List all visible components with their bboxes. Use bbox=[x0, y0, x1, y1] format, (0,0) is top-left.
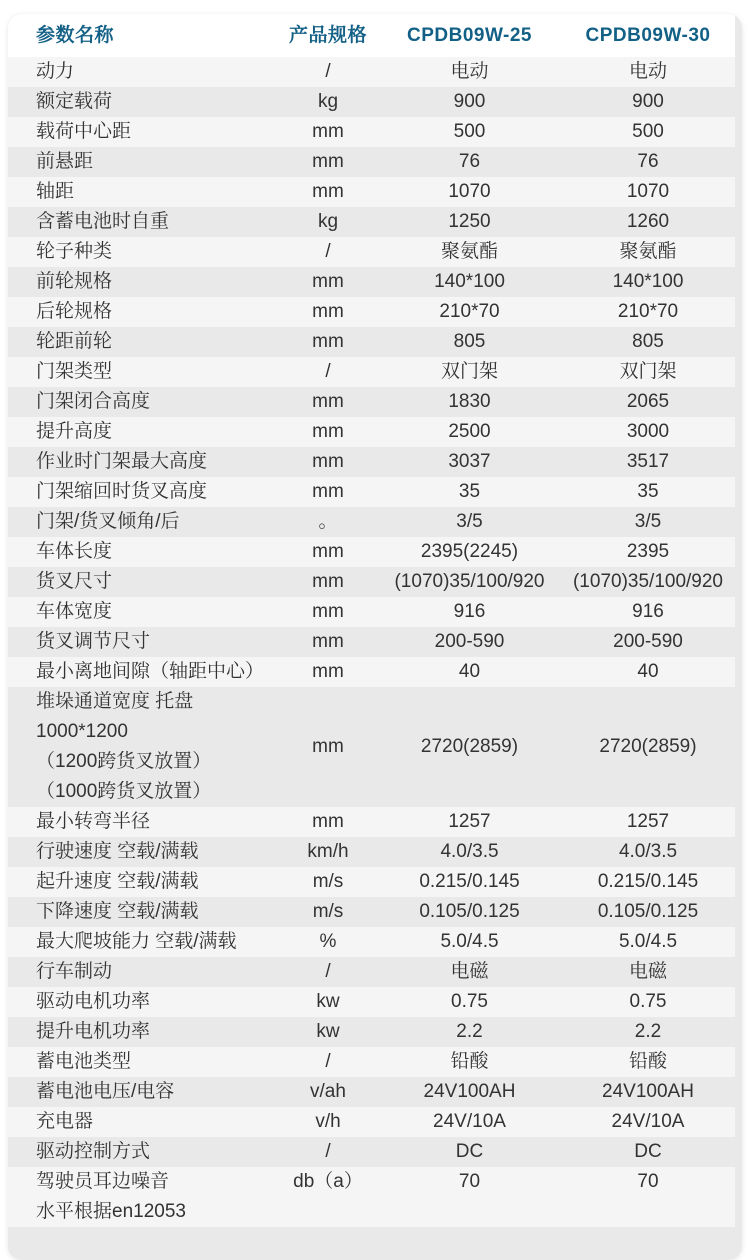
param-unit: kw bbox=[316, 1021, 340, 1042]
param-unit: mm bbox=[312, 451, 344, 472]
value-model-1: 0.75 bbox=[451, 991, 488, 1012]
column-header-model-cpdb09w-25: CPDB09W-25 bbox=[407, 24, 532, 46]
param-unit: mm bbox=[312, 661, 344, 682]
table-row bbox=[8, 897, 735, 927]
param-unit: / bbox=[325, 241, 331, 262]
value-model-1: 3037 bbox=[448, 451, 491, 472]
value-model-1: DC bbox=[455, 1141, 484, 1162]
param-unit: mm bbox=[312, 331, 344, 352]
param-unit: mm bbox=[312, 151, 344, 172]
value-model-2: 2.2 bbox=[634, 1021, 662, 1042]
table-row bbox=[8, 117, 735, 147]
value-model-1: 3/5 bbox=[456, 511, 483, 532]
spec-table-card bbox=[8, 14, 742, 1260]
table-row bbox=[8, 327, 735, 357]
param-unit: mm bbox=[312, 121, 344, 142]
value-model-2: 70 bbox=[637, 1171, 659, 1192]
param-name: 轮子种类 bbox=[36, 241, 113, 262]
value-model-1: 805 bbox=[453, 331, 486, 352]
value-model-1: 1830 bbox=[448, 391, 491, 412]
value-model-2: 0.215/0.145 bbox=[597, 871, 699, 892]
table-row bbox=[8, 267, 735, 297]
table-row bbox=[8, 207, 735, 237]
param-name: 行车制动 bbox=[36, 961, 113, 982]
value-model-2: 3/5 bbox=[634, 511, 662, 532]
value-model-2: 3000 bbox=[626, 421, 670, 442]
value-model-2: 3517 bbox=[626, 451, 670, 472]
param-name: 充电器 bbox=[36, 1111, 94, 1132]
table-row bbox=[8, 57, 735, 87]
column-header-model-cpdb09w-30: CPDB09W-30 bbox=[585, 24, 711, 46]
table-row bbox=[8, 927, 735, 957]
param-name: 动力 bbox=[36, 61, 75, 82]
value-model-1: 70 bbox=[458, 1171, 481, 1192]
value-model-2: 2065 bbox=[626, 391, 670, 412]
value-model-2: 聚氨酯 bbox=[619, 241, 677, 262]
param-name: 门架类型 bbox=[36, 361, 113, 382]
param-unit: mm bbox=[312, 631, 344, 652]
table-row bbox=[8, 957, 735, 987]
param-name: 货叉调节尺寸 bbox=[36, 631, 151, 652]
value-model-2: 40 bbox=[637, 661, 659, 682]
value-model-2: 4.0/3.5 bbox=[618, 841, 678, 862]
value-model-1: 2395(2245) bbox=[420, 541, 519, 562]
param-name: 车体长度 bbox=[36, 541, 113, 562]
value-model-2: 24V100AH bbox=[602, 1081, 694, 1102]
param-name: 含蓄电池时自重 bbox=[36, 211, 170, 232]
param-unit: kw bbox=[316, 991, 340, 1012]
column-header-parameter-name: 参数名称 bbox=[36, 24, 115, 46]
value-model-2: 0.105/0.125 bbox=[597, 901, 699, 922]
table-row bbox=[8, 1047, 735, 1077]
table-row bbox=[8, 597, 735, 627]
table-row bbox=[8, 177, 735, 207]
value-model-2: 210*70 bbox=[617, 301, 679, 322]
table-body bbox=[8, 57, 735, 1227]
table-row bbox=[8, 627, 735, 657]
value-model-1: 5.0/4.5 bbox=[440, 931, 499, 952]
param-unit: mm bbox=[312, 391, 344, 412]
value-model-1: 24V100AH bbox=[423, 1081, 516, 1102]
param-name: 前悬距 bbox=[36, 151, 94, 172]
table-row bbox=[8, 477, 735, 507]
column-header-product-spec: 产品规格 bbox=[288, 24, 367, 46]
param-name: 门架闭合高度 bbox=[36, 391, 151, 412]
param-unit: mm bbox=[312, 301, 344, 322]
table-row bbox=[8, 237, 735, 267]
param-unit: mm bbox=[312, 181, 344, 202]
param-unit: kg bbox=[317, 91, 339, 112]
value-model-2: 铅酸 bbox=[628, 1051, 667, 1072]
param-unit: mm bbox=[312, 541, 344, 562]
param-name: 轮距前轮 bbox=[36, 331, 113, 352]
value-model-2: 805 bbox=[632, 331, 664, 352]
value-model-1: 0.105/0.125 bbox=[419, 901, 520, 922]
param-name: 下降速度 空载/满载 bbox=[36, 901, 199, 922]
table-header-row bbox=[8, 14, 735, 57]
value-model-1: 铅酸 bbox=[450, 1051, 489, 1072]
value-model-1: 4.0/3.5 bbox=[440, 841, 499, 862]
param-name: 蓄电池电压/电容 bbox=[36, 1081, 175, 1102]
table-row bbox=[8, 357, 735, 387]
value-model-1: 1070 bbox=[448, 181, 491, 202]
value-model-1: 900 bbox=[453, 91, 486, 112]
value-model-2: 1260 bbox=[626, 211, 670, 232]
value-model-1: 2500 bbox=[448, 421, 491, 442]
param-unit: v/h bbox=[315, 1111, 341, 1132]
table-row bbox=[8, 1017, 735, 1047]
value-model-2: 电磁 bbox=[628, 961, 667, 982]
param-name: 行驶速度 空载/满载 bbox=[36, 841, 199, 862]
value-model-2: 200-590 bbox=[613, 631, 683, 652]
value-model-2: 500 bbox=[632, 121, 664, 142]
table-row bbox=[8, 1107, 735, 1137]
param-name: 蓄电池类型 bbox=[36, 1051, 132, 1072]
value-model-2: 1257 bbox=[626, 811, 670, 832]
param-name: 最小转弯半径 bbox=[36, 811, 151, 832]
param-name: 最大爬坡能力 空载/满载 bbox=[36, 931, 237, 952]
param-unit: mm bbox=[312, 481, 344, 502]
table-row bbox=[8, 687, 735, 807]
value-model-2: 双门架 bbox=[619, 361, 677, 382]
param-unit: mm bbox=[312, 601, 344, 622]
value-model-1: (1070)35/100/920 bbox=[394, 571, 545, 592]
param-unit: 。 bbox=[318, 511, 338, 532]
value-model-2: 76 bbox=[637, 151, 659, 172]
param-name: 载荷中心距 bbox=[36, 121, 132, 142]
value-model-2: 35 bbox=[637, 481, 659, 502]
param-unit: mm bbox=[312, 736, 344, 757]
value-model-1: 聚氨酯 bbox=[440, 241, 498, 262]
value-model-1: 2.2 bbox=[456, 1021, 483, 1042]
param-name: 后轮规格 bbox=[36, 301, 113, 322]
value-model-1: 1250 bbox=[448, 211, 491, 232]
table-row bbox=[8, 657, 735, 687]
value-model-2: 140*100 bbox=[612, 271, 684, 292]
param-name: 起升速度 空载/满载 bbox=[36, 871, 199, 892]
value-model-1: 1257 bbox=[448, 811, 491, 832]
param-name: 作业时门架最大高度 bbox=[36, 451, 208, 472]
value-model-1: 35 bbox=[458, 481, 481, 502]
value-model-1: 24V/10A bbox=[433, 1111, 506, 1132]
param-unit: % bbox=[319, 931, 337, 952]
value-model-1: 40 bbox=[458, 661, 481, 682]
table-row bbox=[8, 387, 735, 417]
table-row bbox=[8, 507, 735, 537]
param-name: 门架/货叉倾角/后 bbox=[36, 511, 180, 532]
param-unit: mm bbox=[312, 421, 344, 442]
param-unit: kg bbox=[317, 211, 339, 232]
param-name: 轴距 bbox=[36, 181, 75, 202]
table-row bbox=[8, 1077, 735, 1107]
table-row bbox=[8, 987, 735, 1017]
value-model-2: 2720(2859) bbox=[599, 736, 697, 757]
value-model-2: 24V/10A bbox=[611, 1111, 685, 1132]
value-model-1: 210*70 bbox=[439, 301, 500, 322]
value-model-2: 2395 bbox=[626, 541, 670, 562]
param-unit: km/h bbox=[307, 841, 349, 862]
param-unit: / bbox=[325, 61, 331, 82]
param-name: 堆垛通道宽度 托盘1000*1200 （1200跨货叉放置） （1000跨货叉放置） bbox=[36, 691, 212, 802]
value-model-2: DC bbox=[634, 1141, 662, 1162]
value-model-2: 1070 bbox=[626, 181, 670, 202]
value-model-1: 双门架 bbox=[440, 361, 498, 382]
param-unit: m/s bbox=[312, 901, 344, 922]
param-name: 额定载荷 bbox=[36, 91, 113, 112]
table-row bbox=[8, 537, 735, 567]
param-unit: mm bbox=[312, 571, 344, 592]
table-row bbox=[8, 447, 735, 477]
param-unit: / bbox=[325, 961, 331, 982]
value-model-2: 900 bbox=[632, 91, 664, 112]
value-model-1: 200-590 bbox=[434, 631, 505, 652]
param-unit: / bbox=[325, 361, 331, 382]
param-unit: / bbox=[325, 1051, 331, 1072]
table-row bbox=[8, 297, 735, 327]
param-name: 货叉尺寸 bbox=[36, 571, 113, 592]
value-model-2: 916 bbox=[632, 601, 664, 622]
value-model-2: 0.75 bbox=[629, 991, 667, 1012]
value-model-1: 916 bbox=[453, 601, 486, 622]
param-name: 门架缩回时货叉高度 bbox=[36, 481, 208, 502]
param-name: 驱动控制方式 bbox=[36, 1141, 151, 1162]
value-model-2: 5.0/4.5 bbox=[618, 931, 678, 952]
param-unit: m/s bbox=[312, 871, 344, 892]
param-name: 最小离地间隙（轴距中心） bbox=[36, 661, 265, 682]
param-name: 提升电机功率 bbox=[36, 1021, 151, 1042]
param-name: 驾驶员耳边噪音 水平根据en12053 bbox=[36, 1171, 186, 1222]
table-row bbox=[8, 1137, 735, 1167]
param-unit: mm bbox=[312, 811, 344, 832]
table-row bbox=[8, 417, 735, 447]
value-model-1: 140*100 bbox=[434, 271, 505, 292]
value-model-1: 500 bbox=[453, 121, 486, 142]
param-name: 提升高度 bbox=[36, 421, 113, 442]
table-row bbox=[8, 1167, 735, 1227]
param-name: 车体宽度 bbox=[36, 601, 113, 622]
value-model-2: 电动 bbox=[628, 61, 667, 82]
table-row bbox=[8, 567, 735, 597]
table-row bbox=[8, 87, 735, 117]
param-unit: v/ah bbox=[310, 1081, 346, 1102]
spec-table bbox=[8, 14, 735, 1227]
param-unit: / bbox=[325, 1141, 331, 1162]
value-model-2: (1070)35/100/920 bbox=[572, 571, 723, 592]
table-row bbox=[8, 147, 735, 177]
table-row bbox=[8, 867, 735, 897]
value-model-1: 76 bbox=[458, 151, 481, 172]
value-model-1: 电磁 bbox=[450, 961, 489, 982]
value-model-1: 电动 bbox=[450, 61, 489, 82]
table-row bbox=[8, 807, 735, 837]
value-model-1: 2720(2859) bbox=[420, 736, 519, 757]
value-model-1: 0.215/0.145 bbox=[419, 871, 520, 892]
param-name: 驱动电机功率 bbox=[36, 991, 151, 1012]
param-unit: mm bbox=[312, 271, 344, 292]
param-name: 前轮规格 bbox=[36, 271, 113, 292]
table-row bbox=[8, 837, 735, 867]
param-unit: db（a） bbox=[293, 1171, 363, 1192]
